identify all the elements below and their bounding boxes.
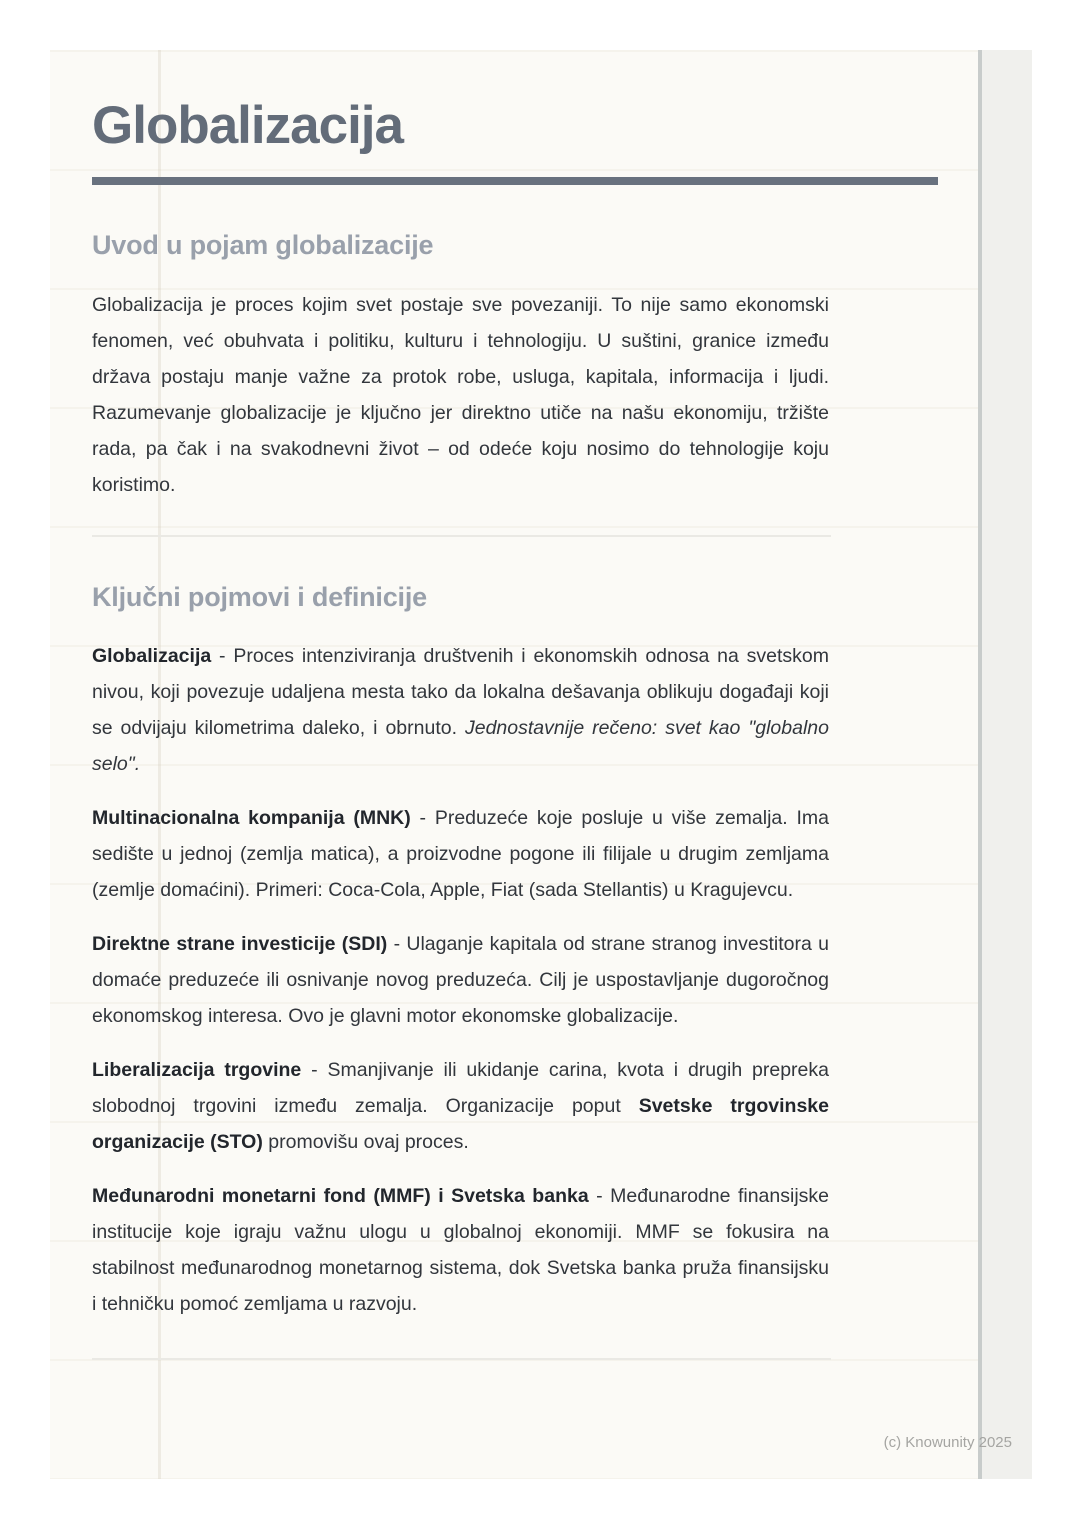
title-rule	[92, 177, 938, 185]
page-edge-strip	[978, 50, 1032, 1479]
page-content	[92, 50, 829, 1360]
section-heading-uvod: Uvod u pojam globalizacije	[92, 230, 434, 260]
document-page	[50, 50, 1032, 1479]
copyright-footer: (c) Knowunity 2025	[883, 1434, 1012, 1451]
section-divider-top	[92, 535, 831, 537]
definition-sdi: Direktne strane investicije (SDI) - Ulaganje kapitala od strane stranog investitora u domaće preduzeće ili osnivanje novog preduzeća. Cilj je uspostavljanje dugoročnog ekonomskog interesa. Ovo je glavni motor ekonomske globalizacije.	[92, 933, 829, 1028]
definition-globalizacija: Globalizacija - Proces intenziviranja društvenih i ekonomskih odnosa na svetskom nivou, koji povezuje udaljena mesta tako da lokalna dešavanja oblikuju događaji koji se odvijaju kilometrima daleko, i obrnuto. Jednostavnije rečeno: svet kao "globalno selo".	[92, 645, 829, 776]
definition-liberalizacija: Liberalizacija trgovine - Smanjivanje ili ukidanje carina, kvota i drugih prepreka slobodnoj trgovini između zemalja. Organizacije poput Svetske trgovinske organizacije (STO) promovišu ovaj proces.	[92, 1059, 829, 1154]
page-title: Globalizacija	[92, 96, 404, 155]
definition-mmf: Međunarodni monetarni fond (MMF) i Svetska banka - Međunarodne finansijske institucije koje igraju važnu ulogu u globalnoj ekonomiji. MMF se fokusira na stabilnost međunarodnog monetarnog sistema, dok Svetska banka pruža finansijsku i tehničku pomoć zemljama u razvoju.	[92, 1185, 829, 1316]
section-heading-pojmovi: Ključni pojmovi i definicije	[92, 581, 427, 612]
intro-paragraph: Globalizacija je proces kojim svet postaje sve povezaniji. To nije samo ekonomski fenomen, već obuhvata i politiku, kulturu i tehnologiju. U suštini, granice između država postaju manje važne za protok robe, usluga, kapitala, informacija i ljudi. Razumevanje globalizacije je ključno jer direktno utiče na našu ekonomiju, tržište rada, pa čak i na svakodnevni život – od odeće koju nosimo do tehnologije koju koristimo.	[92, 293, 829, 496]
definition-mnk: Multinacionalna kompanija (MNK) - Preduzeće koje posluje u više zemalja. Ima sedište u jednoj (zemlja matica), a proizvodne pogone ili filijale u drugim zemljama (zemlje domaćini). Primeri: Coca-Cola, Apple, Fiat (sada Stellantis) u Kragujevcu.	[92, 807, 829, 902]
section-divider-bottom	[92, 1358, 831, 1360]
